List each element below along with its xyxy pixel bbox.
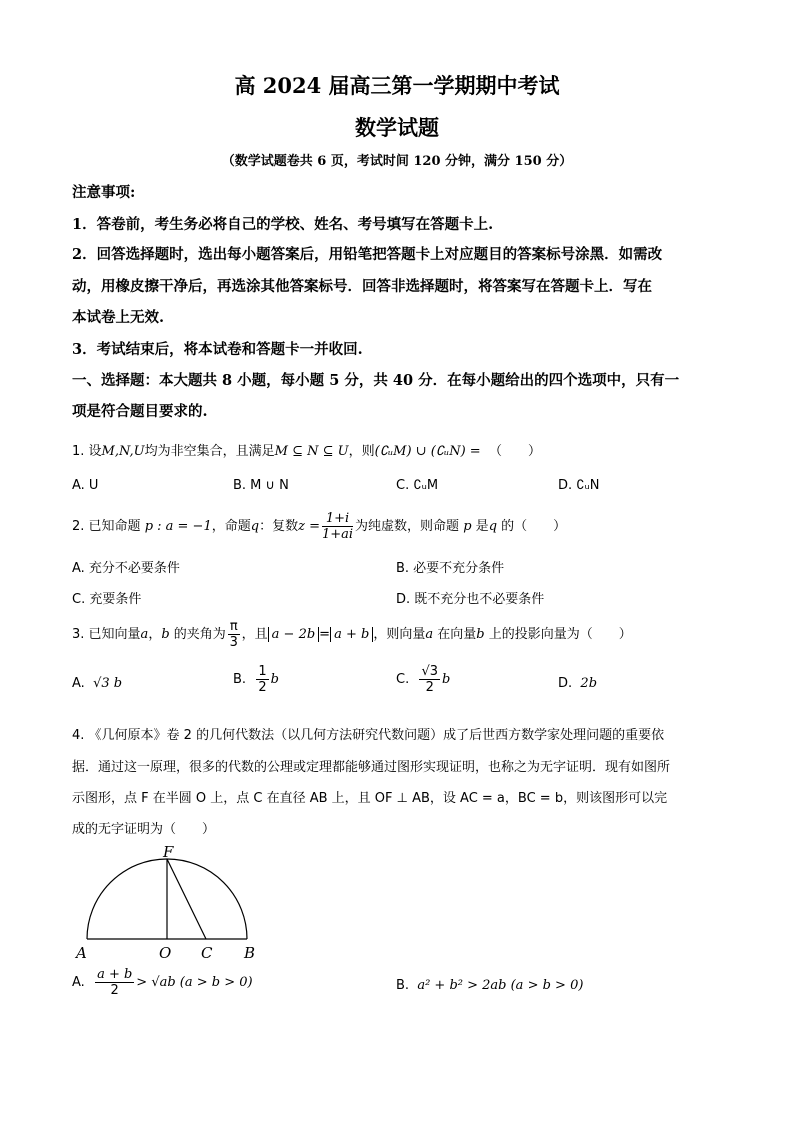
q3-eq: =	[319, 627, 331, 642]
q3-option-b-label: B.	[233, 672, 247, 687]
q2-q-ref: q	[488, 519, 498, 534]
q1-option-a: A. U	[72, 478, 99, 493]
section-1-line-1: 一、选择题：本大题共 8 小题，每小题 5 分，共 40 分．在每小题给出的四个选项中，只有一	[72, 372, 680, 389]
q2-fraction	[322, 511, 353, 542]
q3-vector-a-ref: a	[425, 627, 434, 642]
q3-option-c-fraction	[419, 664, 440, 695]
q1-relation: M ⊆ N ⊆ U	[274, 444, 349, 459]
question-3	[72, 619, 632, 650]
label-a: A	[76, 944, 87, 962]
q3-angle-numerator: π	[229, 619, 238, 634]
q4-line-3: 示图形，点 F 在半圆 O 上，点 C 在直径 AB 上，且 OF ⊥ AB，设 AC = a，BC = b，则该图形可以完	[72, 791, 668, 806]
q1-option-d: D. ∁ᵤN	[558, 478, 600, 493]
q3-prefix: 3. 已知向量	[72, 627, 141, 642]
q1-suffix: ，则	[348, 444, 375, 459]
q3-angle-denominator: 3	[229, 635, 238, 650]
q1-expression: (∁ᵤM) ∪ (∁ᵤN) =	[374, 444, 481, 459]
q4-line-4: 成的无字证明为（ ）	[72, 822, 216, 837]
q3-suffix: ，则向量	[373, 627, 426, 642]
question-1	[72, 440, 541, 459]
q2-mid2: ：复数	[259, 519, 299, 534]
notice-item-2-line-2: 动，用橡皮擦干净后，再选涂其他答案标号．回答非选择题时，将答案写在答题卡上．写在	[72, 278, 652, 295]
question-2	[72, 511, 566, 542]
q2-option-b: B. 必要不充分条件	[396, 561, 505, 576]
q2-option-c: C. 充要条件	[72, 592, 142, 607]
q3-vector-a: a	[140, 627, 149, 642]
q3-eq-right: a + b	[330, 627, 373, 642]
label-o: O	[159, 944, 172, 962]
q2-z: z =	[298, 519, 320, 534]
q1-option-b: B. M ∪ N	[233, 478, 289, 493]
q4-option-a-fraction	[95, 967, 134, 998]
q3-option-b-fraction	[256, 664, 268, 695]
q3-mid2: ，且	[241, 627, 268, 642]
q4-option-b-label: B.	[396, 978, 410, 993]
q1-prefix: 1. 设	[72, 444, 102, 459]
q4-line-2: 据．通过这一原理，很多的代数的公理或定理都能够通过图形实现证明，也称之为无字证明．现有如图所	[72, 760, 671, 775]
q3-option-c-denominator: 2	[425, 680, 434, 695]
q3-option-c-vector: b	[442, 672, 451, 687]
q3-option-d-value: 2b	[580, 676, 598, 691]
q4-line-1: 4. 《几何原本》卷 2 的几何代数法（以几何方法研究代数问题）成了后世西方数学家处理问题的重要依	[72, 728, 665, 743]
q3-option-a-label: A.	[72, 676, 85, 691]
q1-sets: M,N,U	[101, 444, 145, 459]
q2-proposition-p: p : a = −1	[144, 519, 212, 534]
subject-title: 数学试题	[355, 115, 439, 140]
q2-option-d: D. 既不充分也不必要条件	[396, 592, 545, 607]
q2-end: 的（ ）	[501, 519, 567, 534]
q3-option-b-numerator: 1	[258, 664, 267, 679]
q4-option-a-rest: > √ab (a > b > 0)	[136, 975, 253, 990]
exam-title: 高 2024 届高三第一学期期中考试	[234, 73, 560, 98]
q4-option-a-denominator: 2	[110, 983, 119, 998]
q4-option-a-label: A.	[72, 975, 85, 990]
q2-denominator: 1+ai	[321, 527, 354, 542]
q3-option-b-denominator: 2	[258, 680, 267, 695]
q3-option-d	[558, 676, 597, 691]
q3-option-a-value: √3 b	[93, 676, 123, 691]
notice-item-1: 1．答卷前，考生务必将自己的学校、姓名、考号填写在答题卡上.	[72, 216, 494, 233]
q2-p-ref: p	[463, 519, 472, 534]
notice-heading: 注意事项:	[72, 184, 136, 201]
q2-mid3: 是	[475, 519, 489, 534]
q1-mid: 均为非空集合，且满足	[144, 444, 275, 459]
q3-option-c-label: C.	[396, 672, 410, 687]
notice-item-2-line-1: 2．回答选择题时，选出每小题答案后，用铅笔把答题卡上对应题目的答案标号涂黑．如需改	[72, 246, 663, 263]
segment-fc	[167, 859, 206, 939]
q3-mid: 的夹角为	[173, 627, 226, 642]
q3-vector-b: b	[161, 627, 170, 642]
q3-option-a	[72, 676, 122, 691]
q2-suffix: 为纯虚数，则命题	[355, 519, 460, 534]
q3-option-c-numerator: √3	[421, 664, 439, 679]
q3-option-b	[233, 664, 279, 695]
q3-end: 上的投影向量为（ ）	[488, 627, 632, 642]
q3-eq-left: a − 2b	[268, 627, 320, 642]
q4-option-a-numerator: a + b	[97, 967, 133, 982]
label-f: F	[163, 843, 174, 861]
semicircle-figure	[70, 842, 270, 964]
q2-mid: ，命题	[211, 519, 251, 534]
notice-item-2-line-3: 本试卷上无效.	[72, 309, 165, 326]
q1-option-c: C. ∁ᵤM	[396, 478, 439, 493]
label-c: C	[201, 944, 213, 962]
q3-vector-b-ref: b	[476, 627, 485, 642]
section-1-line-2: 项是符合题目要求的.	[72, 403, 208, 420]
q1-blank: （ ）	[488, 444, 541, 459]
q3-option-d-label: D.	[558, 676, 573, 691]
q3-sep: ，	[148, 627, 162, 642]
q2-proposition-q: q	[250, 519, 260, 534]
exam-info: （数学试题卷共 6 页，考试时间 120 分钟，满分 150 分）	[221, 154, 573, 169]
q4-option-b-value: a² + b² > 2ab (a > b > 0)	[417, 978, 584, 993]
q3-option-c	[396, 664, 450, 695]
q4-option-a	[72, 967, 253, 998]
q2-option-a: A. 充分不必要条件	[72, 561, 180, 576]
q2-prefix: 2. 已知命题	[72, 519, 141, 534]
q3-angle-fraction	[228, 619, 240, 650]
q4-option-b	[396, 978, 583, 993]
notice-item-3: 3．考试结束后，将本试卷和答题卡一并收回.	[72, 341, 363, 358]
q3-mid3: 在向量	[437, 627, 477, 642]
q3-option-b-vector: b	[270, 672, 279, 687]
q2-numerator: 1+i	[322, 511, 353, 527]
label-b: B	[244, 944, 256, 962]
